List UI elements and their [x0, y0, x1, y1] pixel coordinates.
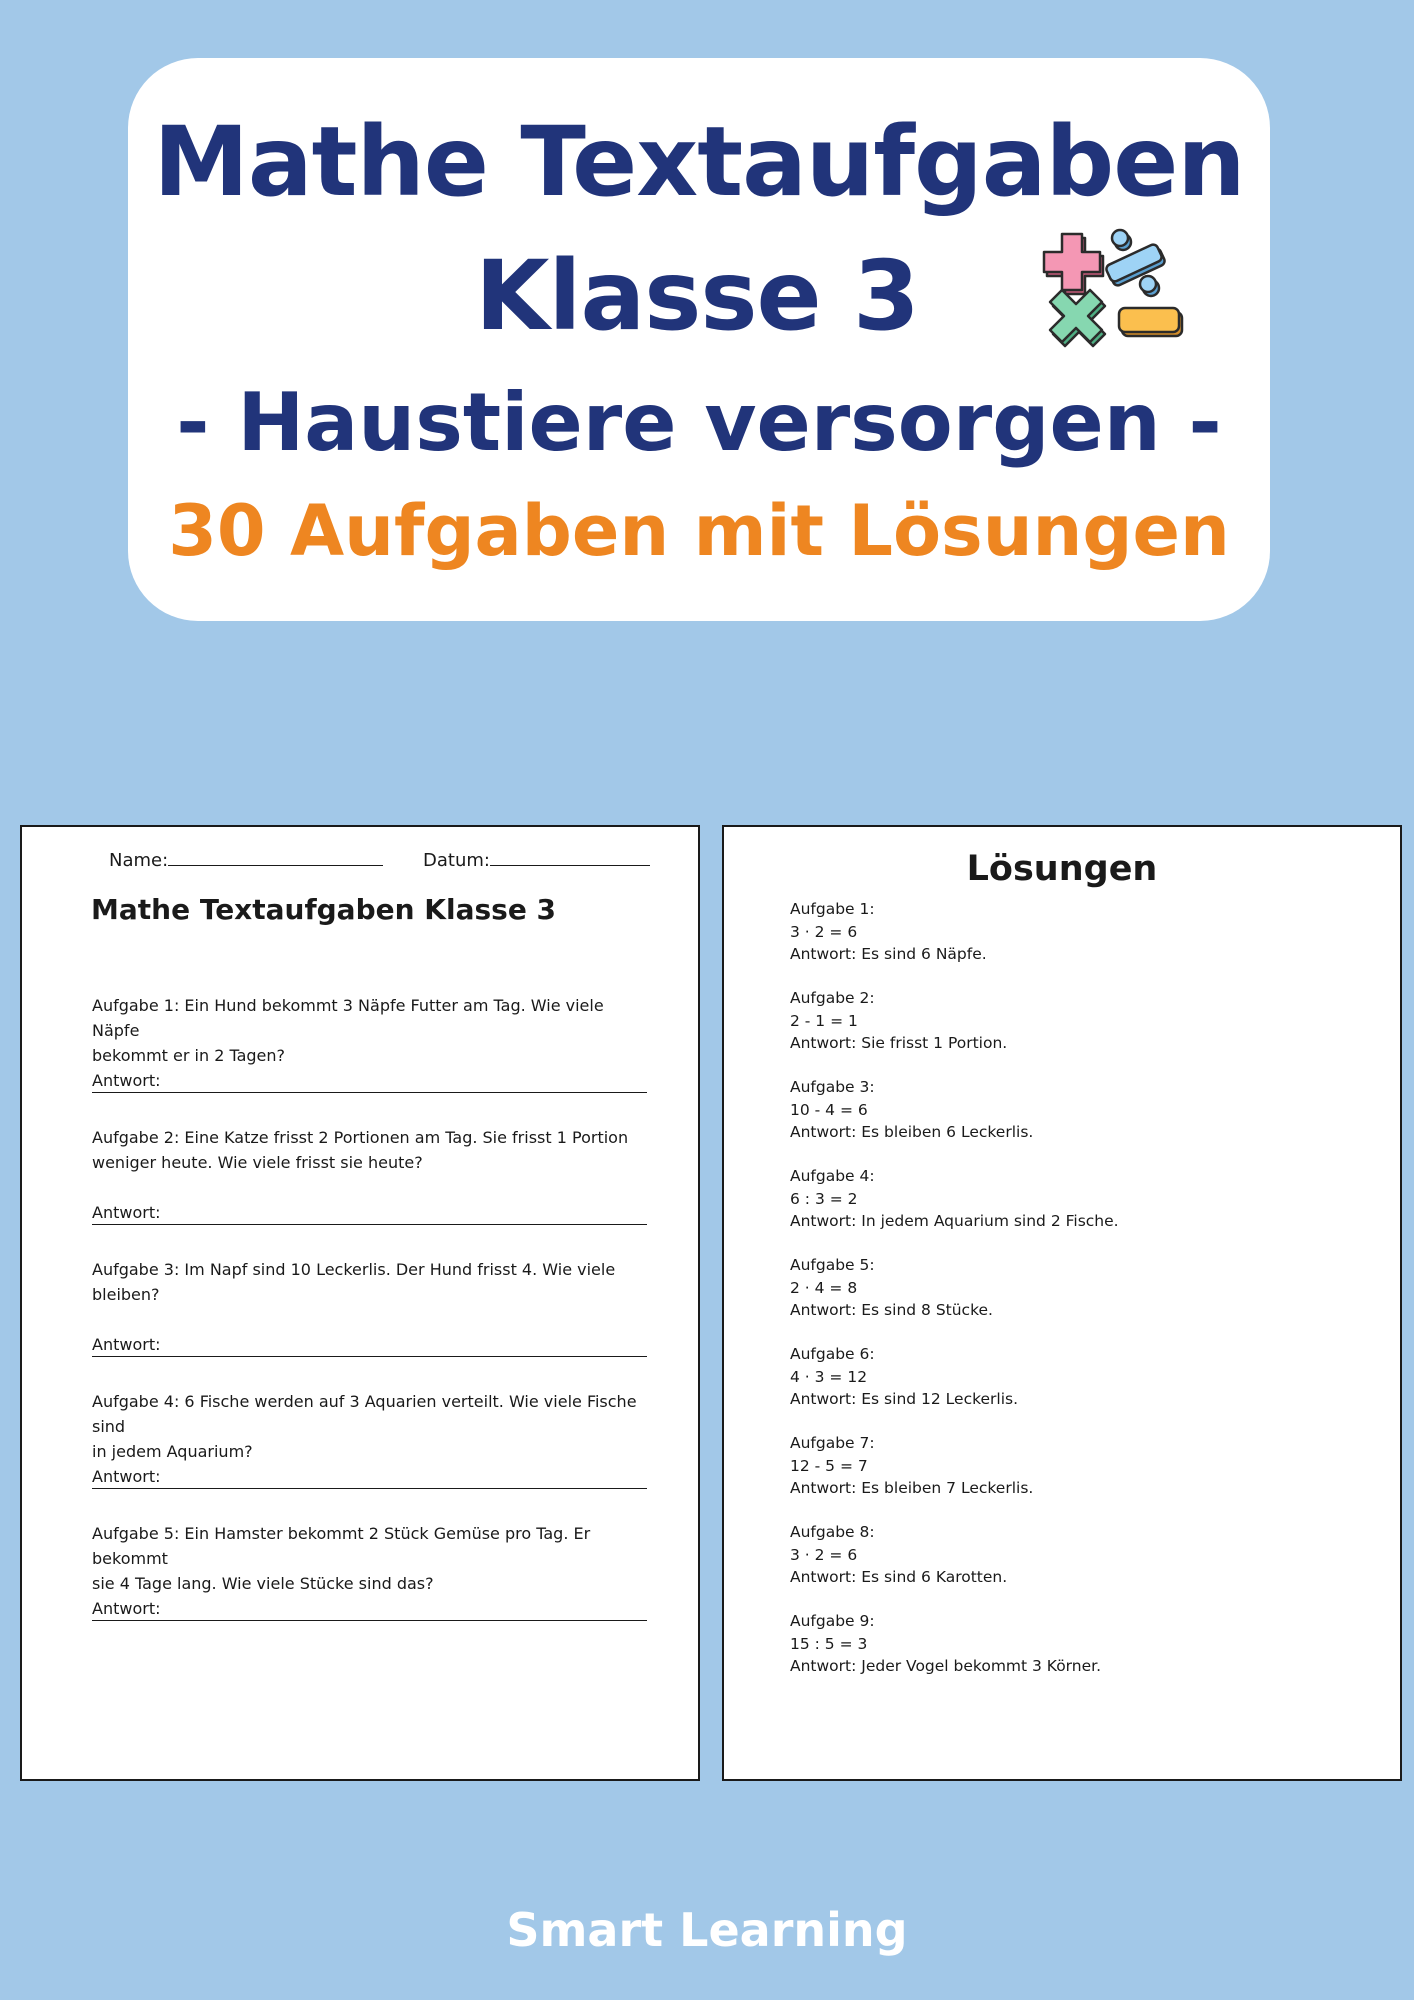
name-underline	[168, 848, 383, 866]
date-label: Datum:	[423, 850, 490, 871]
task-item	[92, 1125, 647, 1175]
task-item	[92, 993, 647, 1068]
answer-line[interactable]: Antwort:	[92, 1599, 647, 1621]
task-text: sie 4 Tage lang. Wie viele Stücke sind das?	[92, 1574, 434, 1593]
task-item	[92, 1257, 647, 1307]
solution-label: Aufgabe 1:	[790, 900, 875, 918]
solution-answer: Antwort: Sie frisst 1 Portion.	[790, 1034, 1008, 1052]
task-text: Aufgabe 5: Ein Hamster bekommt 2 Stück Gemüse pro Tag. Er bekommt	[92, 1524, 591, 1568]
name-field[interactable]	[109, 848, 383, 871]
solution-equation: 2 · 4 = 8	[790, 1278, 858, 1297]
solution-answer: Antwort: Es sind 6 Näpfe.	[790, 945, 987, 963]
solution-answer: Antwort: Es bleiben 6 Leckerlis.	[790, 1123, 1034, 1141]
date-underline	[490, 848, 650, 866]
cover-tagline: 30 Aufgaben mit Lösungen	[168, 490, 1230, 572]
brand-logo: Smart Learning	[506, 1903, 908, 1957]
solution-label: Aufgabe 7:	[790, 1434, 875, 1452]
solution-item	[790, 1165, 1119, 1233]
solution-label: Aufgabe 5:	[790, 1256, 875, 1274]
solution-equation: 10 - 4 = 6	[790, 1100, 868, 1119]
solution-label: Aufgabe 3:	[790, 1078, 875, 1096]
solution-answer: Antwort: Jeder Vogel bekommt 3 Körner.	[790, 1657, 1102, 1675]
math-symbols-icon	[1036, 220, 1186, 360]
solution-answer: Antwort: In jedem Aquarium sind 2 Fische.	[790, 1212, 1119, 1230]
solutions-title: Lösungen	[966, 849, 1158, 889]
solution-item	[790, 1343, 1018, 1411]
solution-answer: Antwort: Es bleiben 7 Leckerlis.	[790, 1479, 1034, 1497]
solution-equation: 6 : 3 = 2	[790, 1189, 858, 1208]
solutions-page	[722, 825, 1402, 1781]
cover-title-line2: Klasse 3	[475, 240, 919, 352]
solution-item	[790, 987, 1007, 1055]
answer-line[interactable]: Antwort:	[92, 1203, 647, 1225]
solution-answer: Antwort: Es sind 12 Leckerlis.	[790, 1390, 1019, 1408]
worksheet-page	[20, 825, 700, 1781]
name-label: Name:	[109, 850, 169, 871]
solution-item	[790, 898, 987, 966]
task-text: in jedem Aquarium?	[92, 1442, 253, 1461]
solution-answer: Antwort: Es sind 8 Stücke.	[790, 1301, 993, 1319]
solution-equation: 3 · 2 = 6	[790, 922, 858, 941]
solution-equation: 2 - 1 = 1	[790, 1011, 858, 1030]
worksheet-title: Mathe Textaufgaben Klasse 3	[91, 893, 557, 926]
solution-label: Aufgabe 9:	[790, 1612, 875, 1630]
task-text: Aufgabe 1: Ein Hund bekommt 3 Näpfe Futter am Tag. Wie viele Näpfe	[92, 996, 604, 1040]
solution-equation: 4 · 3 = 12	[790, 1367, 868, 1386]
solution-item	[790, 1521, 1007, 1589]
solution-equation: 3 · 2 = 6	[790, 1545, 858, 1564]
solution-label: Aufgabe 6:	[790, 1345, 875, 1363]
task-text: bekommt er in 2 Tagen?	[92, 1046, 286, 1065]
solution-answer: Antwort: Es sind 6 Karotten.	[790, 1568, 1008, 1586]
answer-line[interactable]: Antwort:	[92, 1467, 647, 1489]
cover-title-line1: Mathe Textaufgaben	[153, 106, 1245, 218]
task-text: bleiben?	[92, 1285, 160, 1304]
task-item	[92, 1389, 647, 1464]
task-item	[92, 1521, 647, 1596]
cover-card	[128, 58, 1270, 621]
task-text: Aufgabe 4: 6 Fische werden auf 3 Aquarien verteilt. Wie viele Fische sind	[92, 1392, 637, 1436]
task-text: Aufgabe 2: Eine Katze frisst 2 Portionen am Tag. Sie frisst 1 Portion	[92, 1128, 629, 1147]
answer-line[interactable]: Antwort:	[92, 1071, 647, 1093]
date-field[interactable]	[423, 848, 650, 871]
solution-item	[790, 1254, 993, 1322]
solution-label: Aufgabe 4:	[790, 1167, 875, 1185]
task-text: weniger heute. Wie viele frisst sie heute?	[92, 1153, 423, 1172]
solution-item	[790, 1432, 1033, 1500]
solution-equation: 12 - 5 = 7	[790, 1456, 868, 1475]
solution-label: Aufgabe 2:	[790, 989, 875, 1007]
answer-line[interactable]: Antwort:	[92, 1335, 647, 1357]
cover-subtitle: - Haustiere versorgen -	[176, 376, 1222, 469]
solution-label: Aufgabe 8:	[790, 1523, 875, 1541]
task-text: Aufgabe 3: Im Napf sind 10 Leckerlis. Der Hund frisst 4. Wie viele	[92, 1260, 616, 1279]
solution-item	[790, 1076, 1033, 1144]
solution-equation: 15 : 5 = 3	[790, 1634, 868, 1653]
solution-item	[790, 1610, 1101, 1678]
